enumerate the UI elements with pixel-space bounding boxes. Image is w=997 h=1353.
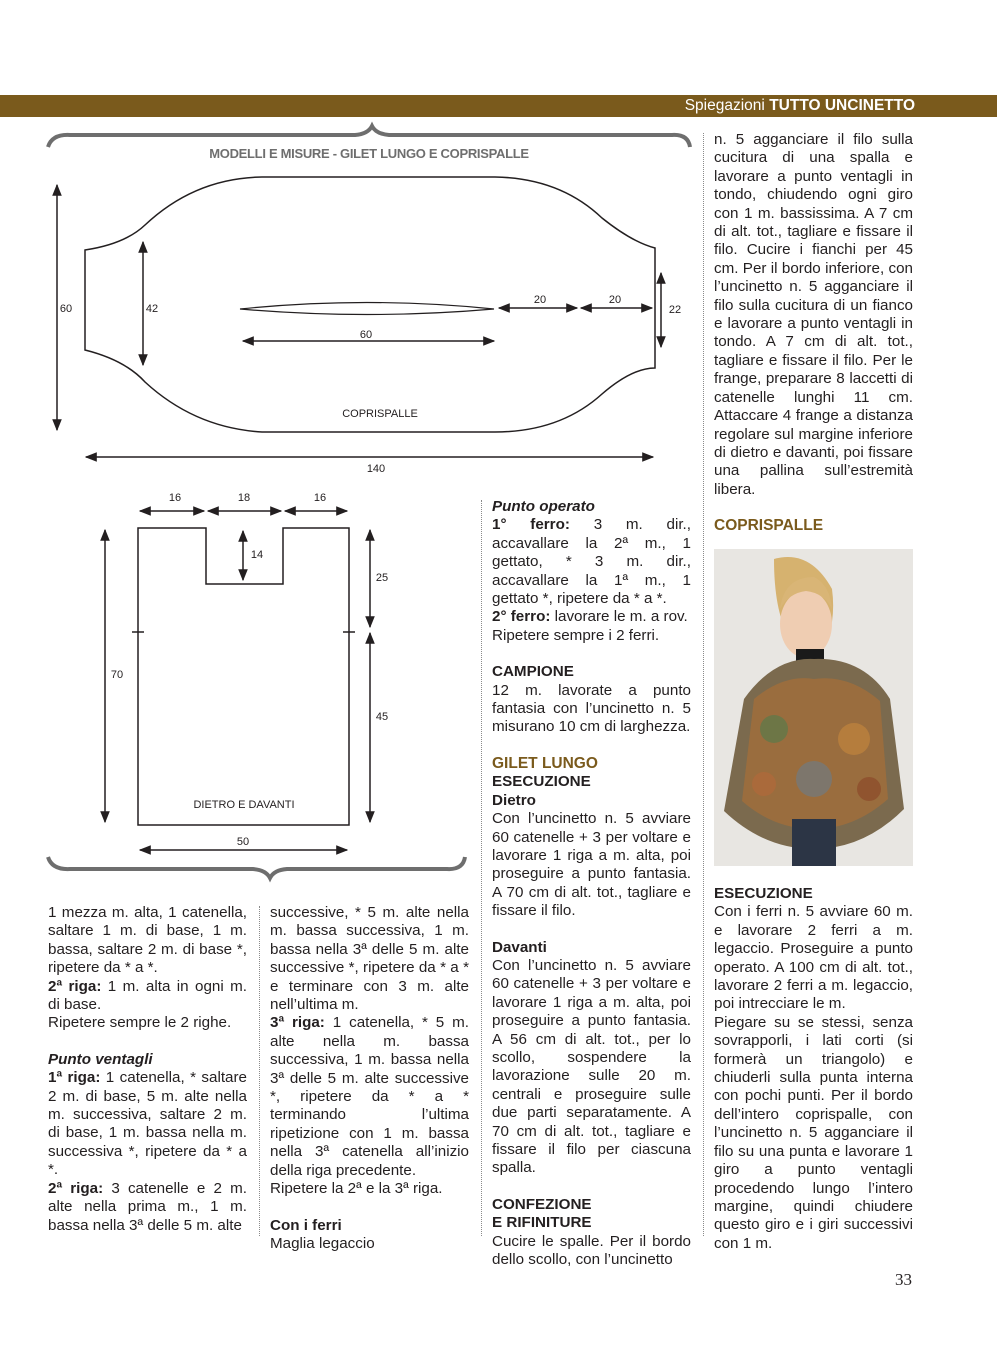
dim-14: 14	[250, 549, 264, 561]
dim-25: 25	[375, 572, 389, 584]
text-column-2	[270, 904, 469, 1253]
dim-70: 70	[110, 669, 124, 681]
running-header	[685, 97, 915, 115]
heading-dietro: Dietro	[492, 791, 536, 809]
paragraph: 2° ferro: lavorare le m. a rov.	[492, 608, 688, 626]
paragraph: Con l’uncinetto n. 5 avviare 60 catenelle + 3 per voltare e lavorare 1 riga a m. alta, poi proseguire a punto fantasia. A 70 cm di alt. tot., tagliare e fissare il filo.	[492, 810, 691, 920]
paragraph: Con l’uncinetto n. 5 avviare 60 catenelle + 3 per voltare e lavorare 1 riga a m. alta, poi proseguire a punto fantasia. A 56 cm di alt. tot., per lo scollo, sospendere la lavorazione sulle 20 m. centrali e proseguire sulle due parti separatamente. A 70 cm di alt. tot., tagliare e fissare il filo per ciascuna spalla.	[492, 956, 691, 1177]
paragraph: Con i ferri n. 5 avviare 60 m. e lavorare 2 ferri a m. legaccio. Proseguire a punto operato. A 100 cm di alt. tot., lavorare 2 ferri a m. legaccio, poi intrecciare le m.	[714, 903, 913, 1013]
paragraph: 1ª riga: 1 catenella, * saltare 2 m. di base, 5 m. alte nella m. successiva, saltare 2 m. di base, 1 m. bassa nella m. successiva *, ripetere da * a *.	[48, 1069, 247, 1179]
model-illustration	[714, 549, 913, 866]
coprispalle-slit	[240, 303, 494, 315]
text-column-1	[48, 904, 247, 1235]
dim-16-a: 16	[168, 492, 182, 504]
dim-45: 45	[375, 711, 389, 723]
dim-16-b: 16	[313, 492, 327, 504]
column-separator	[259, 906, 260, 1236]
dim-18: 18	[237, 492, 251, 504]
model-photo	[714, 549, 913, 866]
dim-60-left: 60	[59, 303, 73, 315]
heading-davanti: Davanti	[492, 938, 547, 956]
text-column-4-bottom	[714, 885, 913, 1253]
text-column-3	[492, 498, 691, 1269]
dim-20-a: 20	[533, 294, 547, 306]
dim-22: 22	[668, 304, 682, 316]
heading-ferri: Con i ferri	[270, 1216, 342, 1234]
column-separator	[703, 133, 704, 1236]
dim-140: 140	[366, 463, 386, 475]
dim-60-center: 60	[359, 329, 373, 341]
paragraph: 2ª riga: 1 m. alta in ogni m. di base.	[48, 977, 248, 1014]
dietro-label: DIETRO E DAVANTI	[193, 799, 295, 811]
paragraph: 1° ferro: 3 m. dir., accavallare la 2ª m., 1 gettato, * 3 m. dir., accavallare la 1ª m., 1 gettato *, ripetere da * a *.	[492, 516, 691, 608]
top-brace	[48, 126, 690, 147]
heading-esecuzione-coprispalle: ESECUZIONE	[714, 885, 813, 902]
section-coprispalle: COPRISPALLE	[714, 517, 824, 535]
heading-ventagli: Punto ventagli	[48, 1050, 153, 1068]
dim-42: 42	[145, 303, 159, 315]
paragraph: Piegare su se stessi, senza sovrapporli, i lati corti (si formerà un triangolo) e chiuderli sulla punta interna con pochi punti. Per il bordo dell’intero coprispalle, con l’uncinetto n. 5 agganciare il filo su una punta e lavorare 1 giro a punto ventagli procedendo lungo l’intero margine, quindi chiudere questo giro e i giri successivi con 1 m.	[714, 1013, 913, 1252]
page-number: 33	[895, 1270, 912, 1289]
header-prefix: Spiegazioni	[684, 97, 765, 114]
paragraph: successive, * 5 m. alte nella m. bassa successiva, 1 m. bassa nella 3ª delle 5 m. alte successive *, ripetere da * a * e terminare con 3 m. alte nell’ultima m.	[270, 904, 469, 1014]
heading-campione: CAMPIONE	[492, 663, 574, 681]
paragraph: 3ª riga: 1 catenella, * 5 m. alte nella m. bassa successiva, 1 m. bassa nella 3ª delle 5 m. alte successive *, ripetere da * a * terminando l’ultima ripetizione con 1 m. bassa nella 3ª catenella all’inizio della riga precedente.	[270, 1014, 469, 1179]
heading-rifiniture: E RIFINITURE	[492, 1214, 592, 1232]
section-gilet-lungo: GILET LUNGO	[492, 754, 598, 772]
paragraph: Ripetere sempre le 2 righe.	[48, 1014, 232, 1032]
paragraph: Ripetere sempre i 2 ferri.	[492, 626, 660, 644]
text-column-4	[714, 131, 913, 536]
paragraph: 12 m. lavorate a punto fantasia con l’uncinetto n. 5 misurano 10 cm di larghezza.	[492, 681, 691, 736]
column-separator	[481, 500, 482, 1236]
heading-confezione: CONFEZIONE	[492, 1195, 592, 1213]
dim-50: 50	[236, 836, 250, 848]
paragraph: n. 5 agganciare il filo sulla cucitura di una spalla e lavorare a punto ventagli in tondo, chiudendo ogni giro con 1 m. bassissima. A 7 cm di alt. tot., tagliare e fissare il filo. Cucire i fianchi per 45 cm. Per il bordo inferiore, con l’uncinetto n. 5 agganciare il filo sulla cucitura di un fianco e lavorare a punto ventagli in tondo. A 7 cm di alt. tot., tagliare e fissare il filo. Per le frange, preparare 8 laccetti di catenelle lunghi 11 cm. Attaccare 4 frange a distanza regolare sul margine inferiore di dietro e davanti, poi fissare una pallina sull’estremità libera.	[714, 131, 913, 498]
paragraph: Maglia legaccio	[270, 1234, 375, 1252]
heading-punto-operato: Punto operato	[492, 498, 595, 515]
header-title: TUTTO UNCINETTO	[769, 97, 915, 114]
diagram-title: MODELLI E MISURE - GILET LUNGO E COPRISPALLE	[209, 146, 529, 161]
heading-esecuzione: ESECUZIONE	[492, 773, 591, 791]
dim-20-b: 20	[608, 294, 622, 306]
paragraph: Cucire le spalle. Per il bordo dello scollo, con l’uncinetto	[492, 1232, 691, 1269]
bottom-brace	[48, 857, 465, 878]
paragraph: 2ª riga: 3 catenelle e 2 m. alte nella prima m., 1 m. bassa nella 3ª delle 5 m. alte	[48, 1179, 247, 1234]
paragraph: 1 mezza m. alta, 1 catenella, saltare 1 m. di base, 1 m. bassa, saltare 2 m. di base *, ripetere da * a *.	[48, 904, 247, 977]
paragraph: Ripetere la 2ª e la 3ª riga.	[270, 1180, 443, 1198]
coprispalle-outline	[85, 177, 655, 432]
coprispalle-label: COPRISPALLE	[342, 408, 418, 420]
